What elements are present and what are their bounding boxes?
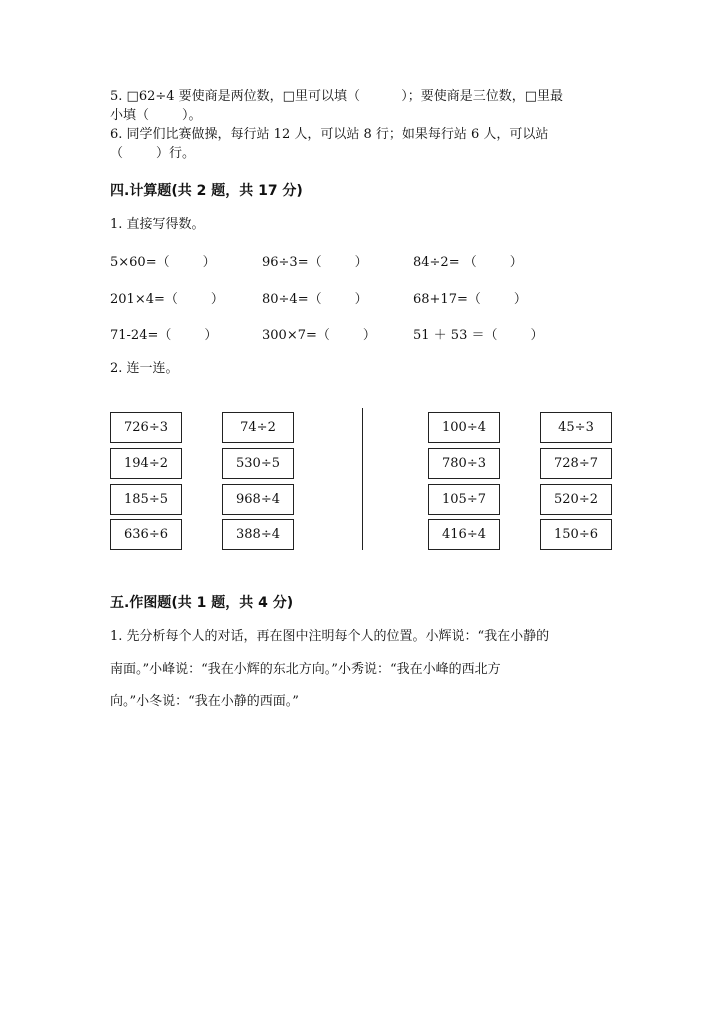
question-6-line-1: 6. 同学们比赛做操，每行站 12 人，可以站 8 行；如果每行站 6 人，可以站 xyxy=(110,127,549,142)
matching-question-2-title: 2. 连一连。 xyxy=(110,361,179,376)
calc-item: 96÷3=（ ） xyxy=(262,255,368,270)
matching-box[interactable]: 74÷2 xyxy=(222,412,294,443)
matching-box[interactable]: 728÷7 xyxy=(540,448,612,479)
matching-box[interactable]: 105÷7 xyxy=(428,484,500,515)
matching-box[interactable]: 636÷6 xyxy=(110,519,182,550)
calc-item: 68+17=（ ） xyxy=(413,292,527,307)
question-5-line-2: 小填（ ）。 xyxy=(110,108,202,123)
calc-item: 51 ＋ 53 ＝（ ） xyxy=(413,328,544,343)
matching-box[interactable]: 185÷5 xyxy=(110,484,182,515)
matching-box[interactable]: 416÷4 xyxy=(428,519,500,550)
matching-box[interactable]: 150÷6 xyxy=(540,519,612,550)
matching-box[interactable]: 194÷2 xyxy=(110,448,182,479)
matching-box[interactable]: 780÷3 xyxy=(428,448,500,479)
calc-item: 201×4=（ ） xyxy=(110,292,224,307)
calc-item: 84÷2= （ ） xyxy=(413,255,523,270)
section-5-heading: 五.作图题(共 1 题，共 4 分) xyxy=(110,595,294,611)
matching-box[interactable]: 45÷3 xyxy=(540,412,612,443)
matching-box[interactable]: 530÷5 xyxy=(222,448,294,479)
calc-item: 300×7=（ ） xyxy=(262,328,376,343)
calc-item: 71-24=（ ） xyxy=(110,328,218,343)
section-4-heading: 四.计算题(共 2 题，共 17 分) xyxy=(110,183,303,199)
calc-question-1-title: 1. 直接写得数。 xyxy=(110,217,205,232)
calc-item: 5×60=（ ） xyxy=(110,255,216,270)
matching-divider xyxy=(362,408,363,550)
matching-box[interactable]: 100÷4 xyxy=(428,412,500,443)
matching-box[interactable]: 388÷4 xyxy=(222,519,294,550)
calc-item: 80÷4=（ ） xyxy=(262,292,368,307)
matching-box[interactable]: 968÷4 xyxy=(222,484,294,515)
matching-box[interactable]: 520÷2 xyxy=(540,484,612,515)
question-5-line-1: 5. □62÷4 要使商是两位数，□里可以填（ ）；要使商是三位数，□里最 xyxy=(110,89,564,104)
matching-box[interactable]: 726÷3 xyxy=(110,412,182,443)
question-6-line-2: （ ）行。 xyxy=(110,146,196,161)
drawing-question-line-2: 南面。”小峰说：“我在小辉的东北方向。”小秀说：“我在小峰的西北方 xyxy=(110,662,501,677)
drawing-question-line-1: 1. 先分析每个人的对话，再在图中注明每个人的位置。小辉说：“我在小静的 xyxy=(110,629,550,644)
drawing-question-line-3: 向。”小冬说：“我在小静的西面。” xyxy=(110,694,299,709)
